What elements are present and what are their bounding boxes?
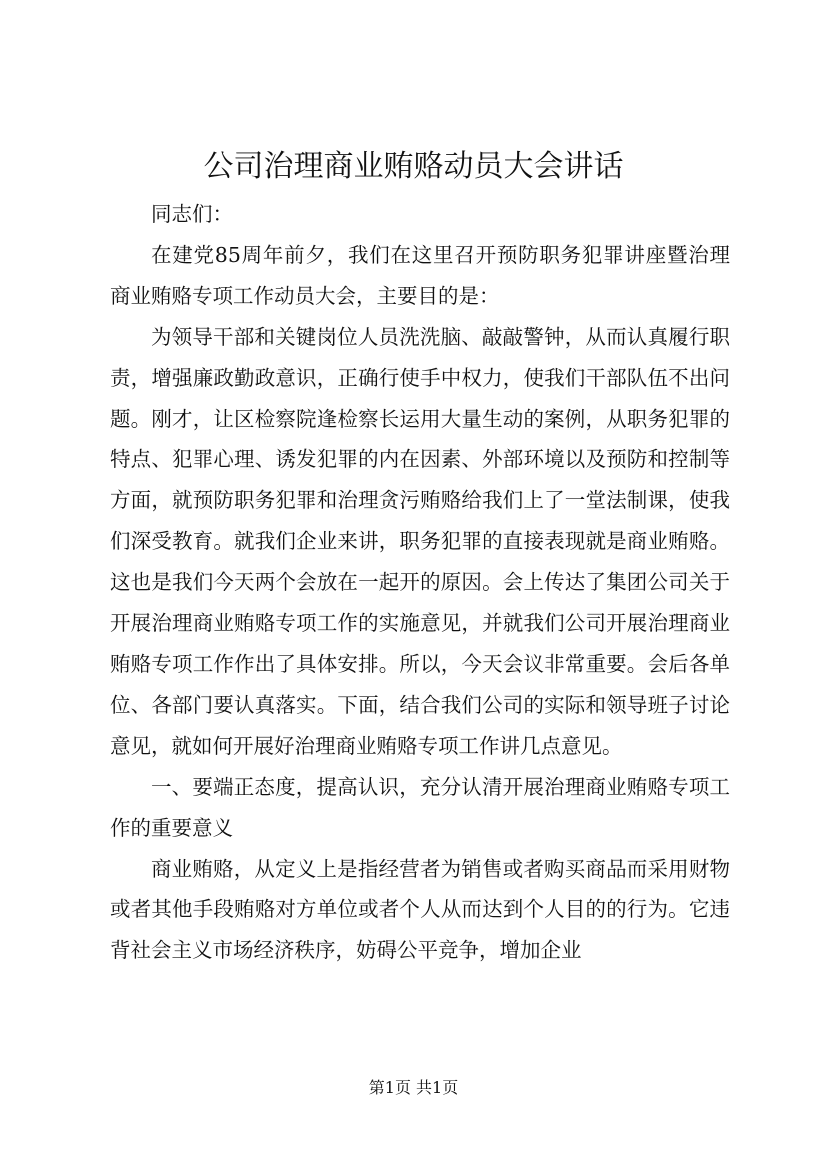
document-body — [110, 194, 730, 971]
document-title: 公司治理商业贿赂动员大会讲话 — [203, 149, 624, 184]
paragraph-2: 为领导干部和关键岗位人员洗洗脑、敲敲警钟，从而认真履行职责，增强廉政勤政意识，正确行使手中权力，使我们干部队伍不出问题。刚才，让区检察院逢检察长运用大量生动的案例，从职务犯罪的特点、犯罪心理、诱发犯罪的内在因素、外部环境以及预防和控制等方面，就预防职务犯罪和治理贪污贿赂给我们上了一堂法制课，使我们深受教育。就我们企业来讲，职务犯罪的直接表现就是商业贿赂。这也是我们今天两个会放在一起开的原因。会上传达了集团公司关于开展治理商业贿赂专项工作的实施意见，并就我们公司开展治理商业贿赂专项工作作出了具体安排。所以，今天会议非常重要。会后各单位、各部门要认真落实。下面，结合我们公司的实际和领导班子讨论意见，就如何开展好治理商业贿赂专项工作讲几点意见。 — [110, 324, 730, 758]
paragraph-3: 商业贿赂，从定义上是指经营者为销售或者购买商品而采用财物或者其他手段贿赂对方单位或者个人从而达到个人目的的行为。它违背社会主义市场经济秩序，妨碍公平竞争，增加企业 — [110, 856, 730, 963]
page-number-footer: 第1页 共1页 — [368, 1078, 459, 1097]
salutation: 同志们： — [151, 202, 233, 226]
section-heading-1: 一、要端正态度，提高认识，充分认清开展治理商业贿赂专项工作的重要意义 — [110, 774, 730, 840]
paragraph-1: 在建党85周年前夕，我们在这里召开预防职务犯罪讲座暨治理商业贿赂专项工作动员大会，主要目的是： — [110, 242, 730, 308]
